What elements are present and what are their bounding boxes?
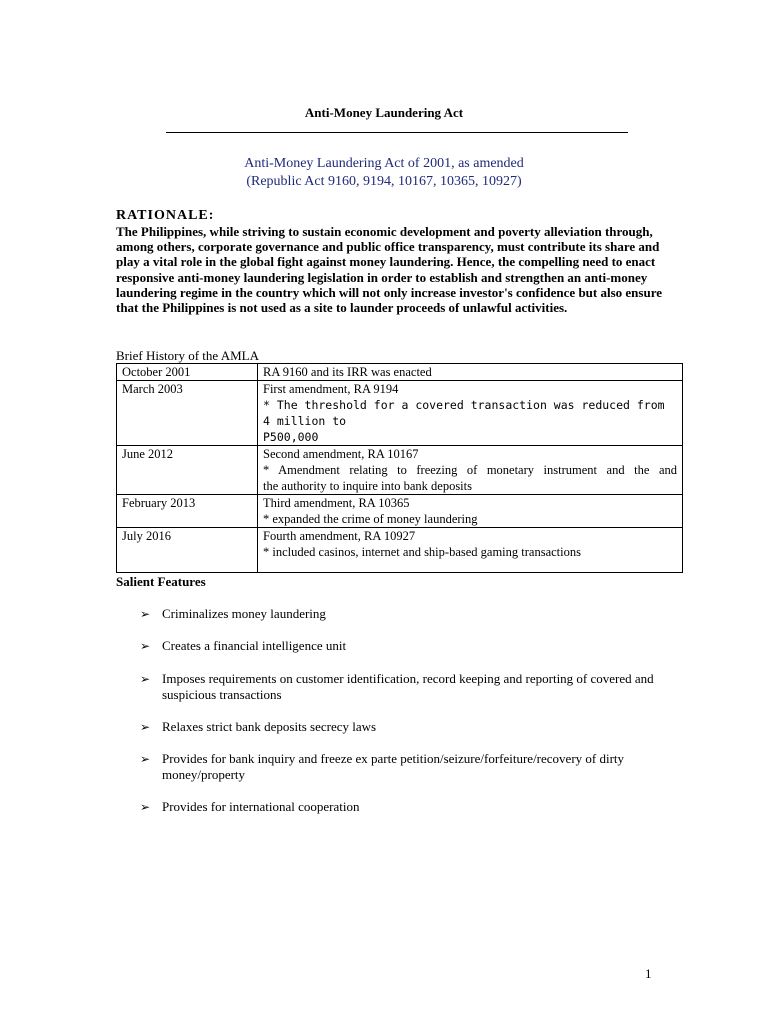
history-title: Second amendment, RA 10167 (263, 447, 419, 461)
history-cell (258, 446, 683, 495)
feature-text: Criminalizes money laundering (162, 606, 326, 621)
list-item (140, 638, 660, 654)
history-date: October 2001 (117, 364, 258, 381)
salient-features-heading: Salient Features (116, 574, 206, 589)
table-row (117, 495, 683, 528)
document-title: Anti-Money Laundering Act (304, 105, 464, 120)
table-row (117, 364, 683, 381)
list-item (140, 719, 660, 735)
subtitle-line-2: (Republic Act 9160, 9194, 10167, 10365, 10927) (246, 174, 522, 189)
feature-text: Provides for bank inquiry and freeze ex parte petition/seizure/forfeiture/recovery of dirty money/property (162, 751, 625, 782)
rationale-text: The Philippines, while striving to sustain economic development and poverty alleviation through, among others, corporate governance and public office transparency, must contribute its share and play a vital role in the global fight against money laundering. Hence, the compelling need to enact responsive anti-money laundering legislation in order to establish and strengthen an anti-money laundering regime in the country which will not only increase investor's confidence but also ensure that the Philippines is not used as a site to launder proceeds of unlawful activities. (116, 224, 663, 316)
subtitle-line-1: Anti-Money Laundering Act of 2001, as amended (244, 156, 524, 171)
arrow-bullet-icon: ➢ (140, 672, 151, 686)
arrow-bullet-icon: ➢ (140, 720, 151, 734)
history-detail-cont: P500,000 (263, 430, 319, 444)
feature-text: Relaxes strict bank deposits secrecy laws (162, 719, 377, 734)
list-item (140, 799, 660, 815)
table-row (117, 446, 683, 495)
history-date: February 2013 (117, 495, 258, 528)
table-row (117, 528, 683, 573)
history-cell (258, 364, 683, 381)
history-detail: * expanded the crime of money laundering (263, 512, 478, 526)
history-date: July 2016 (117, 528, 258, 573)
history-table (116, 363, 683, 573)
list-item (140, 751, 660, 783)
feature-text: Creates a financial intelligence unit (162, 638, 347, 653)
rationale-heading: RATIONALE: (116, 208, 215, 223)
history-cell (258, 528, 683, 573)
title-underline (166, 132, 628, 133)
feature-text: Provides for international cooperation (162, 799, 360, 814)
feature-text: Imposes requirements on customer identification, record keeping and reporting of covered and suspicious transactions (162, 671, 654, 702)
history-detail: * The threshold for a covered transaction was reduced from 4 million to (263, 398, 665, 428)
history-detail: * Amendment relating to freezing of monetary instrument and the and (263, 463, 677, 477)
list-item (140, 606, 660, 622)
history-date: June 2012 (117, 446, 258, 495)
history-cell (258, 381, 683, 446)
history-title: Fourth amendment, RA 10927 (263, 529, 416, 543)
history-heading: Brief History of the AMLA (116, 348, 259, 363)
history-title: RA 9160 and its IRR was enacted (263, 365, 432, 379)
list-item (140, 671, 660, 703)
arrow-bullet-icon: ➢ (140, 639, 151, 653)
table-row (117, 381, 683, 446)
arrow-bullet-icon: ➢ (140, 752, 151, 766)
history-title: First amendment, RA 9194 (263, 382, 399, 396)
arrow-bullet-icon: ➢ (140, 607, 151, 621)
history-cell (258, 495, 683, 528)
page-number: 1 (645, 966, 652, 981)
history-date: March 2003 (117, 381, 258, 446)
history-detail: * included casinos, internet and ship-based gaming transactions (263, 545, 581, 559)
history-detail-cont: the authority to inquire into bank deposits (263, 479, 472, 493)
arrow-bullet-icon: ➢ (140, 800, 151, 814)
history-title: Third amendment, RA 10365 (263, 496, 410, 510)
